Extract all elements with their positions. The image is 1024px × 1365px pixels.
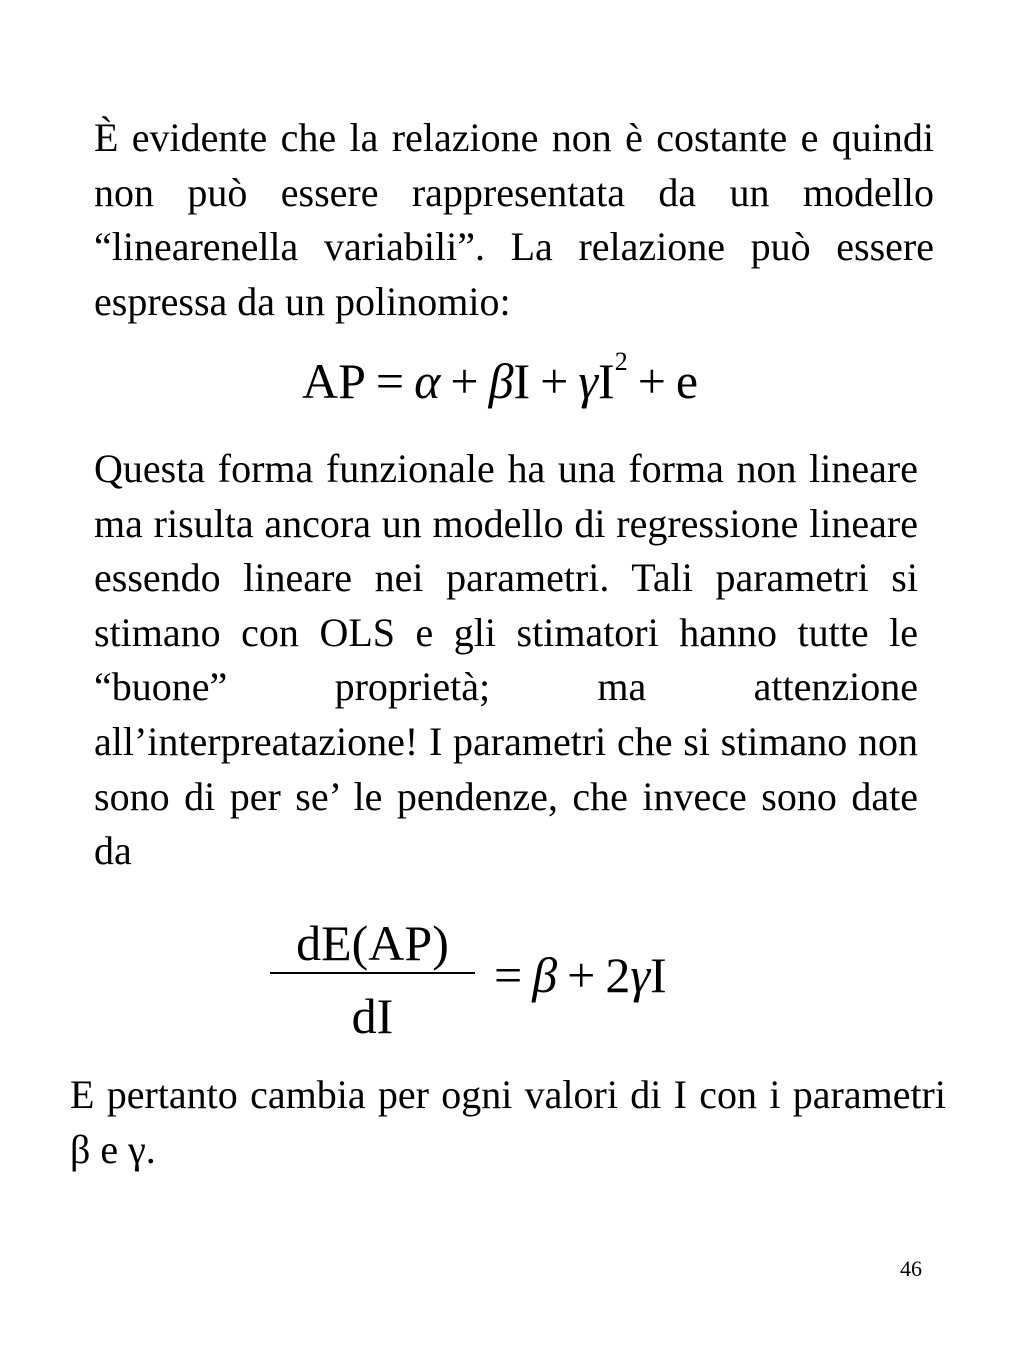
eq2-equals: = [494, 947, 523, 1003]
eq2-var: I [650, 947, 667, 1003]
fraction-bar [270, 972, 475, 974]
eq1-gamma: γ [578, 353, 599, 409]
eq2-numerator: dE(AP) [296, 915, 449, 971]
eq2-beta: β [532, 947, 558, 1003]
eq1-plus-1: + [450, 353, 479, 409]
eq1-lhs: AP [302, 353, 366, 409]
conclusion-paragraph: E pertanto cambia per ogni valori di I con i parametri β e γ. [70, 1072, 946, 1172]
explanation-paragraph: Questa forma funzionale ha una forma non lineare ma risulta ancora un modello di regressione lineare essendo lineare nei parametri. Tali parametri si stimano con OLS e gli stimatori hanno tutte le “buone” proprietà; ma attenzione all’interpreatazione! I parametri che si stimano non sono di per se’ le pendenze, che invece sono date da [94, 446, 918, 874]
page-number: 46 [900, 1256, 922, 1281]
eq1-exponent: 2 [614, 347, 628, 377]
eq2-gamma: γ [630, 947, 651, 1003]
eq1-beta: β [488, 353, 514, 409]
eq2-plus: + [567, 947, 596, 1003]
eq2-denominator: dI [351, 988, 394, 1044]
eq1-var-1: I [513, 353, 531, 409]
eq2-right-side [484, 946, 667, 1004]
eq1-equals: = [375, 353, 405, 409]
eq1-alpha: α [414, 353, 441, 409]
eq2-coef: 2 [605, 947, 631, 1003]
eq1-plus-2: + [540, 353, 569, 409]
polynomial-equation [302, 347, 699, 409]
eq1-plus-3: + [637, 353, 666, 409]
eq1-error: e [675, 353, 699, 409]
eq1-var-2: I [598, 353, 615, 409]
intro-paragraph: È evidente che la relazione non è costante e quindi non può essere rappresentata da un modello “linearenella variabili”. La relazione può essere espressa da un polinomio: [94, 115, 934, 324]
